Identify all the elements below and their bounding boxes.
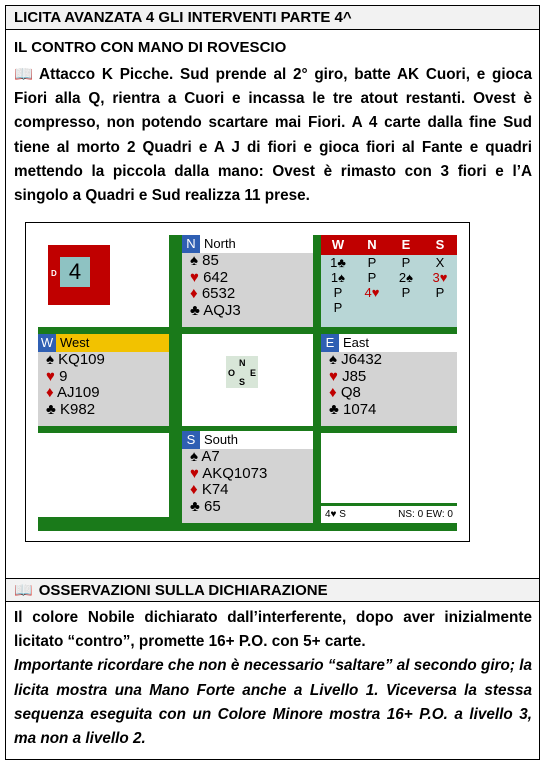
north-clubs: AQJ3	[203, 301, 241, 319]
hand-east	[321, 334, 457, 426]
south-diamonds: K74	[201, 481, 229, 498]
seat-north: N	[182, 235, 200, 253]
north-hearts: 642	[203, 268, 229, 286]
bid: P	[401, 285, 411, 300]
bid: 1♣	[330, 255, 346, 270]
contract-level: 4	[60, 257, 90, 287]
south-name: South	[204, 432, 238, 447]
seat-south: S	[182, 431, 200, 449]
empty-cell	[321, 433, 457, 503]
contract-box	[48, 245, 110, 305]
dealer-tag: D	[51, 269, 57, 278]
west-name: West	[60, 335, 90, 350]
bidding-panel	[321, 235, 457, 327]
heart-icon: ♥	[329, 367, 338, 385]
south-hearts: AKQ1073	[202, 464, 268, 482]
south-spades: A7	[201, 448, 220, 465]
diamond-icon: ♦	[329, 384, 337, 401]
club-icon: ♣	[190, 301, 200, 319]
bid-row	[321, 300, 457, 315]
south-clubs: 65	[204, 497, 221, 515]
bid-header-s: S	[435, 237, 445, 252]
bid-header-w: W	[331, 237, 345, 252]
spade-icon: ♠	[190, 252, 198, 269]
compass-e: E	[250, 368, 257, 378]
bid: P	[333, 300, 343, 315]
heart-icon: ♥	[46, 367, 55, 385]
section-subtitle: IL CONTRO CON MANO DI ROVESCIO	[14, 39, 287, 56]
bid-header-n: N	[367, 237, 377, 252]
result-contract: 4♥ S	[325, 509, 346, 520]
compass-s: S	[239, 377, 246, 387]
compass-n: N	[239, 358, 246, 368]
spade-icon: ♠	[329, 351, 337, 368]
hand-south	[182, 431, 313, 523]
bid: 3♥	[432, 270, 448, 285]
hand-west	[38, 334, 169, 426]
seat-east: E	[321, 334, 339, 352]
east-diamonds: Q8	[340, 384, 361, 401]
contract-cell	[38, 235, 169, 327]
club-icon: ♣	[329, 400, 339, 418]
diamond-icon: ♦	[190, 481, 198, 498]
bid	[423, 300, 457, 315]
section2-line2: Importante ricordare che non è necessario “saltare” al secondo giro; la licita mostra una Mano Forte anche a Livello 1. Viceversa la stessa sequenza eseguita con un Colore Minore mostra 16+ P.O. a livello 3, ma non a livello 2.	[14, 657, 532, 748]
east-name: East	[343, 335, 370, 350]
east-spades: J6432	[341, 351, 383, 368]
play-description	[14, 63, 532, 208]
bid: X	[435, 255, 445, 270]
north-diamonds: 6532	[201, 285, 236, 302]
section2-title: OSSERVAZIONI SULLA DICHIARAZIONE	[38, 582, 328, 599]
bid: P	[367, 255, 377, 270]
west-spades: KQ109	[58, 351, 105, 368]
empty-cell	[38, 433, 169, 517]
section2-line1: Il colore Nobile dichiarato dall’interferente, dopo aver inizialmente licitato “contro”, promette 16+ P.O. con 5+ carte.	[14, 609, 532, 651]
bid: P	[435, 285, 445, 300]
diamond-icon: ♦	[46, 384, 54, 401]
bid-row	[321, 270, 457, 285]
section2-text	[14, 606, 532, 751]
club-icon: ♣	[46, 400, 56, 418]
seat-west: W	[38, 334, 56, 352]
book-icon: 📖	[14, 66, 34, 83]
bid	[355, 300, 389, 315]
spade-icon: ♠	[46, 351, 54, 368]
bridge-diagram	[25, 222, 470, 542]
compass-o: O	[228, 368, 236, 378]
heart-icon: ♥	[190, 268, 199, 286]
compass	[226, 356, 258, 388]
west-hearts: 9	[59, 367, 68, 385]
west-clubs: K982	[60, 400, 96, 418]
spade-icon: ♠	[190, 448, 198, 465]
bid-header-e: E	[401, 237, 411, 252]
book-icon: 📖	[14, 582, 33, 599]
east-hearts: J85	[342, 367, 367, 385]
bid: P	[333, 285, 343, 300]
bid: P	[401, 255, 411, 270]
north-spades: 85	[202, 252, 219, 269]
bid: 2♠	[398, 270, 414, 285]
north-name: North	[204, 236, 236, 251]
bid	[389, 300, 423, 315]
result-score: NS: 0 EW: 0	[398, 509, 453, 520]
result-bar	[321, 506, 457, 523]
club-icon: ♣	[190, 497, 200, 515]
bid-row	[321, 255, 457, 270]
page-title: LICITA AVANZATA 4 GLI INTERVENTI PARTE 4^	[6, 6, 539, 30]
section2-header	[6, 578, 539, 602]
bid-row	[321, 285, 457, 300]
west-diamonds: AJ109	[57, 384, 100, 401]
east-clubs: 1074	[343, 400, 377, 418]
bid: P	[367, 270, 377, 285]
heart-icon: ♥	[190, 464, 199, 482]
hand-north	[182, 235, 313, 327]
diamond-icon: ♦	[190, 285, 198, 302]
bid: 4♥	[364, 285, 380, 300]
bid: 1♠	[330, 270, 346, 285]
play-text: Attacco K Picche. Sud prende al 2° giro, batte AK Cuori, e gioca Fiori alla Q, rientra a Cuori e incassa le tre atout restanti. Ovest è compresso, non potendo scartare mai Fiori. A 4 carte dalla fine Sud tiene al morto 2 Quadri e A J di fiori e gioca fiori al Fante e quadri mettendo la piccola dalla mano: Ovest è rimasto con 3 fiori e l’A singolo a Quadri e Sud realizza 11 prese.	[14, 66, 532, 205]
